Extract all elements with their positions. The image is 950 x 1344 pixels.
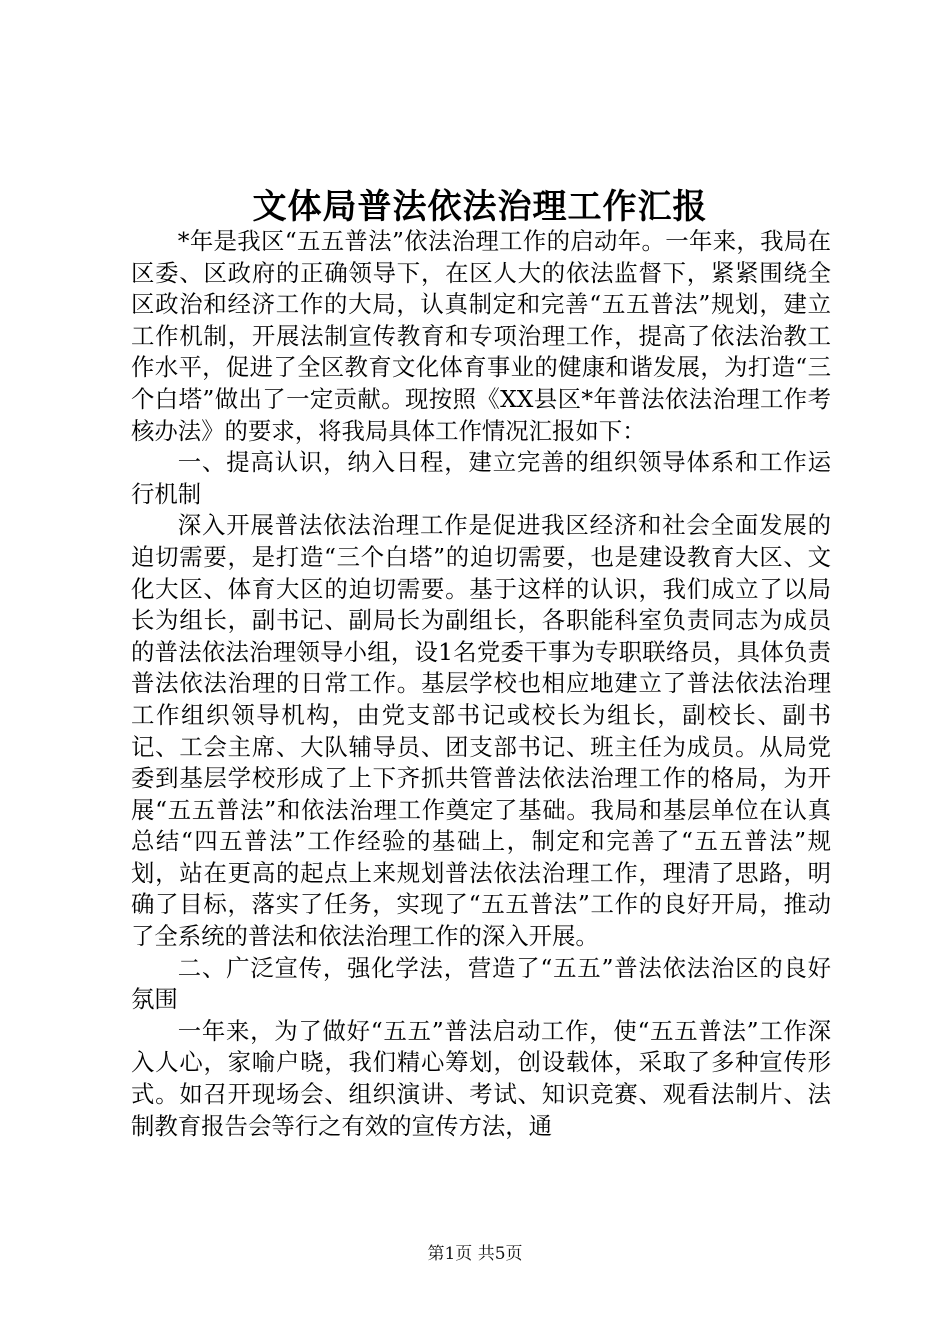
document-title: 文体局普法依法治理工作汇报: [252, 187, 708, 227]
document-body: [131, 226, 831, 1142]
page-footer: 第1页 共5页: [427, 1244, 523, 1264]
section-heading-2: 二、广泛宣传，强化学法，营造了“五五”普法依法治区的良好氛围: [131, 953, 831, 1014]
section-1-paragraph: 深入开展普法依法治理工作是促进我区经济和社会全面发展的迫切需要，是打造“三个白塔”的迫切需要，也是建设教育大区、文化大区、体育大区的迫切需要。基于这样的认识，我们成立了以局长为组长，副书记、副局长为副组长，各职能科室负责同志为成员的普法依法治理领导小组，设1名党委干事为专职联络员，具体负责普法依法治理的日常工作。基层学校也相应地建立了普法依法治理工作组织领导机构，由党支部书记或校长为组长，副校长、副书记、工会主席、大队辅导员、团支部书记、班主任为成员。从局党委到基层学校形成了上下齐抓共管普法依法治理工作的格局，为开展“五五普法”和依法治理工作奠定了基础。我局和基层单位在认真总结“四五普法”工作经验的基础上，制定和完善了“五五普法”规划，站在更高的起点上来规划普法依法治理工作，理清了思路，明确了目标，落实了任务，实现了“五五普法”工作的良好开局，推动了全系统的普法和依法治理工作的深入开展。: [131, 511, 831, 951]
section-heading-1: 一、提高认识，纳入日程，建立完善的组织领导体系和工作运行机制: [131, 448, 831, 508]
section-2-paragraph: 一年来，为了做好“五五”普法启动工作，使“五五普法”工作深入人心，家喻户晓，我们精心筹划，创设载体，采取了多种宣传形式。如召开现场会、组织演讲、考试、知识竞赛、观看法制片、法制教育报告会等行之有效的宣传方法，通: [131, 1016, 831, 1140]
intro-paragraph: *年是我区“五五普法”依法治理工作的启动年。一年来，我局在区委、区政府的正确领导下，在区人大的依法监督下，紧紧围绕全区政治和经济工作的大局，认真制定和完善“五五普法”规划，建立工作机制，开展法制宣传教育和专项治理工作，提高了依法治教工作水平，促进了全区教育文化体育事业的健康和谐发展，为打造“三个白塔”做出了一定贡献。现按照《XX县区*年普法依法治理工作考核办法》的要求，将我局具体工作情况汇报如下：: [131, 227, 831, 445]
